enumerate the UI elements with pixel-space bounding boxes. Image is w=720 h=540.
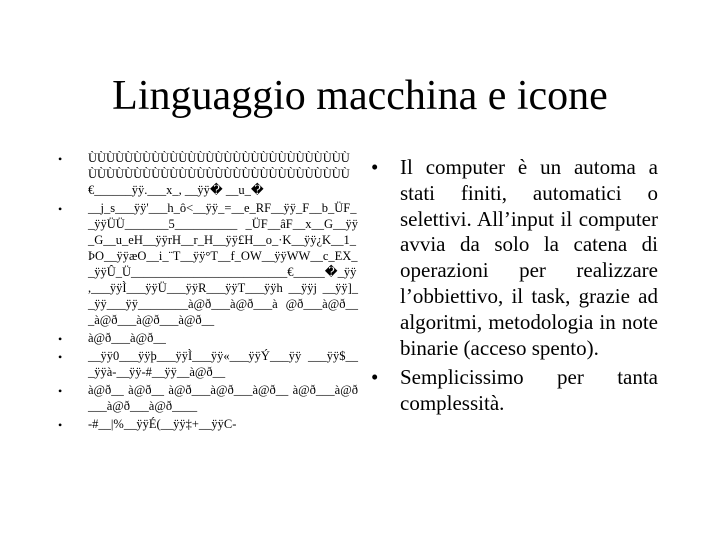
- list-item: [58, 416, 358, 432]
- list-item: [58, 200, 358, 328]
- bullet-icon: •: [58, 350, 63, 364]
- bullet-text: -#__|%__ÿÿÉ(__ÿÿ‡+__ÿÿC-: [88, 417, 237, 431]
- bullet-text: Semplicissimo per tanta complessità.: [400, 365, 658, 416]
- bullet-text: __j_s___ÿÿ'___h_ô<__ÿÿ_=__e_RF__ÿÿ_F__b_ÜF__ÿÿÜÜ_______5__________ _ÜF__âF__x__G__ÿÿ_G__u_eH__ÿÿrH__r_H__ÿÿ£H__o_·K__ÿÿ¿K__1_ÞO__ÿÿæO__i_¨T__ÿÿ°T__f_OW__ÿÿWW__c_EX__ÿÿÛ_Ü_________________________€_____�_ÿÿ ,___ÿÿÌ___ÿÿÜ___ÿÿR___ÿÿT___ÿÿh __ÿÿj __ÿÿ]__ÿÿ___ÿÿ________à@ð___à@ð___à @ð___à@ð___à@ð___à@ð___à@ð__: [88, 201, 358, 327]
- list-item: [58, 330, 358, 346]
- slide-title: Linguaggio macchina e icone: [112, 73, 608, 119]
- bullet-text: __ÿÿ0___ÿÿþ___ÿÿÌ___ÿÿ«___ÿÿÝ___ÿÿ ___ÿÿ$___ÿÿà-__ÿÿ-#__ÿÿ__à@ð__: [88, 349, 358, 379]
- list-item: [58, 348, 358, 380]
- bullet-text: ÙÙÙÙÙÙÙÙÙÙÙÙÙÙÙÙÙÙÙÙÙÙÙÙÙÙÙÙÙÙÙÙÙÙÙÙÙÙÙÙÙÙÙÙÙÙÙÙÙÙÙÙÙÙÙÙÙÙ€______ÿÿ.___x_, __ÿÿ� __u_�: [88, 151, 350, 197]
- bullet-text: Il computer è un automa a stati finiti, automatici o selettivi. All’input il computer avvia da solo la catena di operazioni per realizzare l’obbiettivo, il task, grazie ad algoritmi, metodologia in note binarie (acceso spento).: [400, 155, 658, 360]
- garbled-bullet-list: [58, 150, 358, 434]
- bullet-text: à@ð__ à@ð__ à@ð___à@ð___à@ð__ à@ð___à@ð___à@ð___à@ð____: [88, 383, 358, 413]
- bullet-icon: •: [58, 152, 63, 166]
- bullet-icon: •: [371, 155, 379, 179]
- list-item: [368, 155, 658, 361]
- bullet-icon: •: [371, 365, 379, 390]
- bullet-icon: •: [58, 332, 63, 346]
- bullet-text: à@ð___à@ð__: [88, 331, 166, 345]
- bullet-icon: •: [58, 418, 63, 432]
- list-item: [58, 382, 358, 414]
- bullet-icon: •: [58, 202, 63, 216]
- bullet-list: [368, 155, 658, 421]
- list-item: [58, 150, 358, 198]
- bullet-icon: •: [58, 384, 63, 398]
- list-item: [368, 365, 658, 417]
